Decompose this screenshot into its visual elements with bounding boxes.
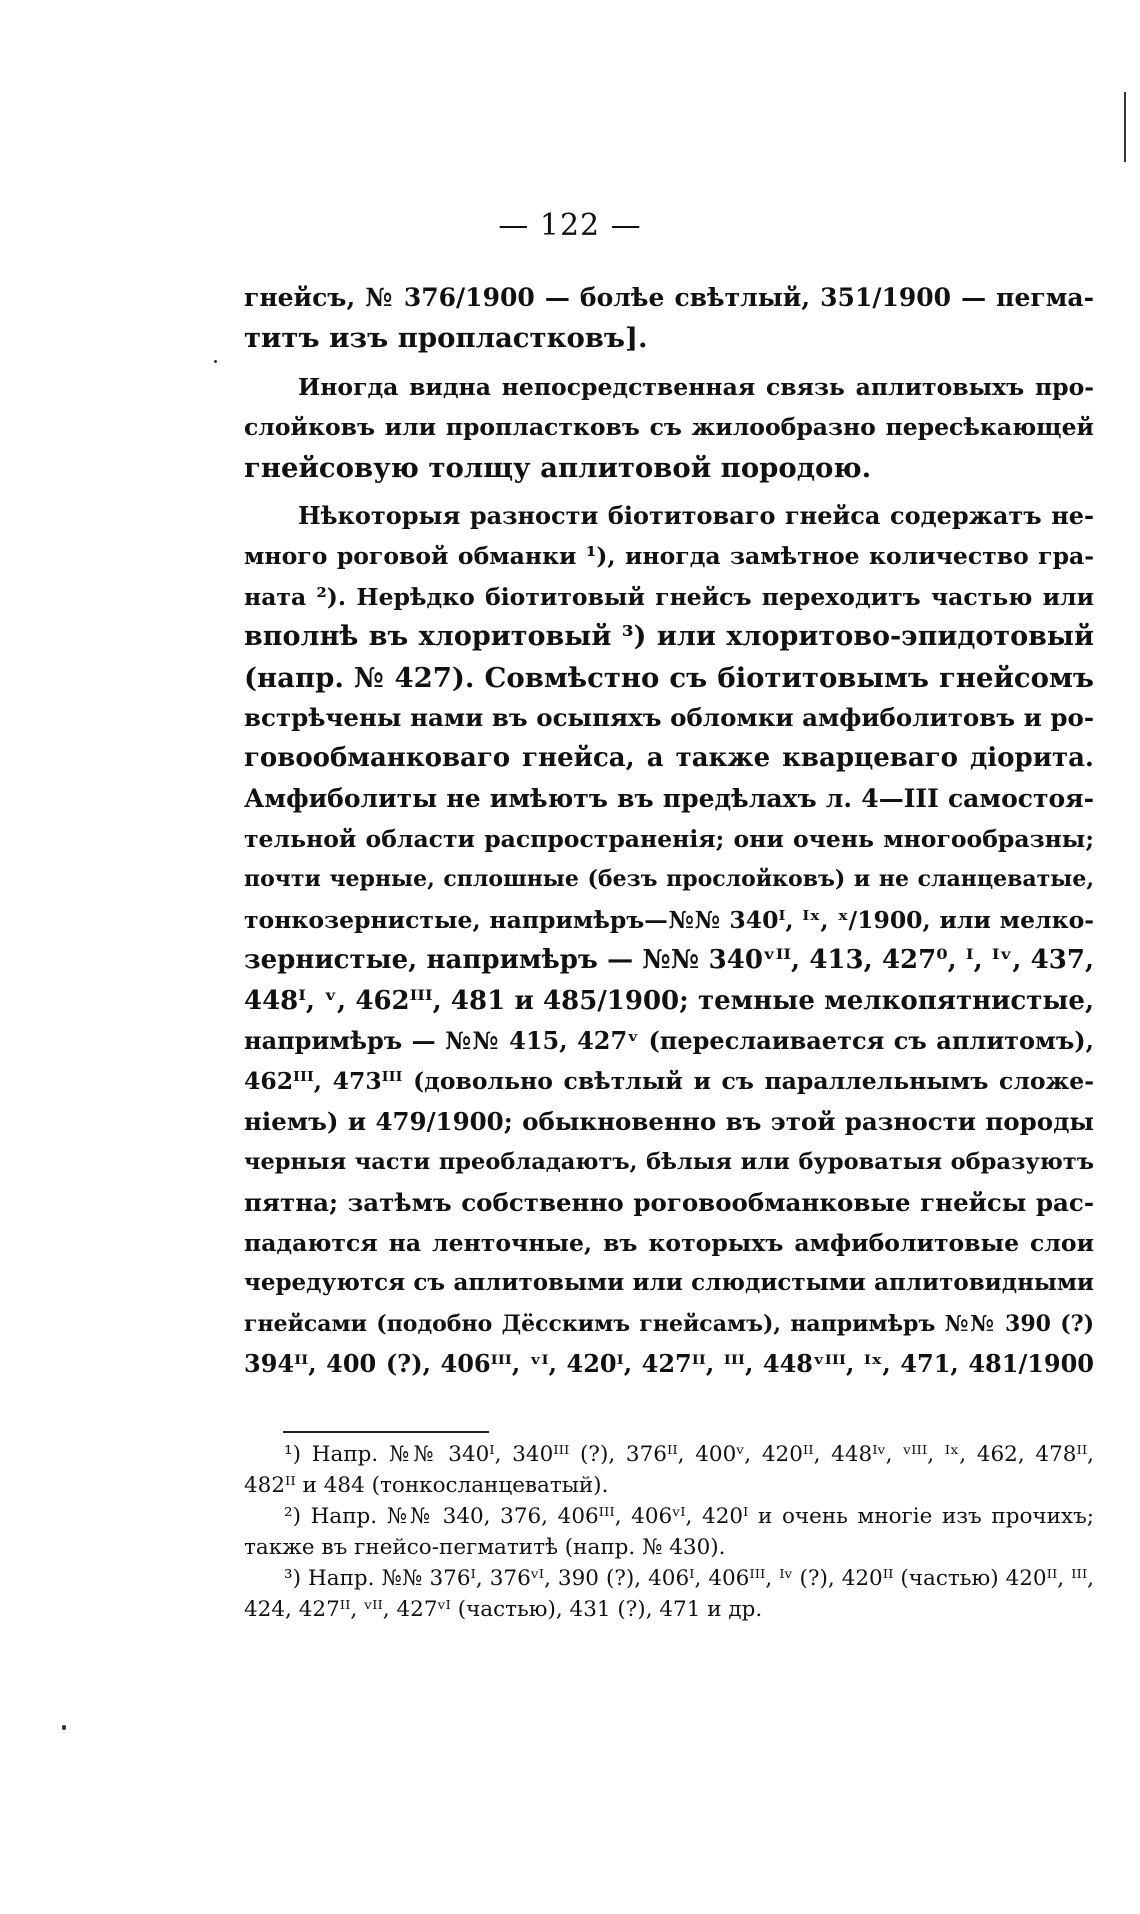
footnote-line: ³) Напр. №№ 376ᴵ, 376ᵛᴵ, 390 (?), 406ᴵ, 406ᴵᴵᴵ, ᴵᵛ (?), 420ᴵᴵ (частью) 420ᴵᴵ, ᴵᴵᴵ,	[284, 1566, 1094, 1591]
margin-speck	[214, 360, 217, 363]
body-line: чередуются съ аплитовыми или слюдистыми аплитовидными	[244, 1269, 1094, 1297]
footnotes	[244, 1439, 1094, 1625]
footnote-line: 424, 427ᴵᴵ, ᵛᴵᴵ, 427ᵛᴵ (частью), 431 (?), 471 и др.	[244, 1597, 763, 1622]
body-line: напримѣръ — №№ 415, 427ᵛ (переслаивается съ аплитомъ),	[244, 1026, 1094, 1056]
body-line: титъ изъ пропластковъ].	[244, 322, 648, 355]
body-line: гнейсами (подобно Дёсскимъ гнейсамъ), напримѣръ №№ 390 (?)	[244, 1310, 1094, 1337]
footnote-line: ²) Напр. №№ 340, 376, 406ᴵᴵᴵ, 406ᵛᴵ, 420ᴵ и очень многіе изъ прочихъ;	[284, 1504, 1094, 1529]
body-line: 448ᴵ, ᵛ, 462ᴵᴵᴵ, 481 и 485/1900; темные мелкопятнистые,	[244, 985, 1094, 1016]
body-line: почти черные, сплошные (безъ прослойковъ) и не сланцеватые,	[244, 866, 1094, 893]
margin-speck	[62, 1725, 66, 1730]
body-line: говообманковаго гнейса, а также кварцеваго діорита.	[244, 743, 1094, 774]
body-line: ната ²). Нерѣдко біотитовый гнейсъ переходитъ частью или	[244, 582, 1094, 611]
footnote-line: также въ гнейсо-пегматитѣ (напр. № 430).	[244, 1535, 726, 1560]
body-line: пятна; затѣмъ собственно роговообманковые гнейсы рас-	[244, 1187, 1094, 1217]
body-line: зернистые, напримѣръ — №№ 340ᵛᴵᴵ, 413, 427⁰, ᴵ, ᴵᵛ, 437,	[244, 945, 1094, 976]
body-line: Иногда видна непосредственная связь аплитовыхъ про-	[298, 372, 1094, 401]
page-number: — 122 —	[498, 208, 642, 243]
body-line: черныя части преобладаютъ, бѣлыя или буроватыя образуютъ	[244, 1149, 1094, 1176]
footnote-rule	[283, 1431, 489, 1433]
body-line: Амфиболиты не имѣютъ въ предѣлахъ л. 4—III самостоя-	[244, 783, 1094, 813]
body-line: много роговой обманки ¹), иногда замѣтное количество гра-	[244, 542, 1094, 571]
body-line: 462ᴵᴵᴵ, 473ᴵᴵᴵ (довольно свѣтлый и съ параллельнымъ сложе-	[244, 1067, 1094, 1096]
margin-mark	[1124, 92, 1126, 162]
body-line: гнейсъ, № 376/1900 — болѣе свѣтлый, 351/1900 — пегма-	[244, 283, 1094, 312]
body-line: падаются на ленточные, въ которыхъ амфиболитовые слои	[244, 1228, 1094, 1257]
body-line: тельной области распространенія; они очень многообразны;	[244, 825, 1094, 854]
body-line: встрѣчены нами въ осыпяхъ обломки амфиболитовъ и ро-	[244, 702, 1094, 732]
body-line: гнейсовую толщу аплитовой породою.	[244, 451, 872, 484]
paragraph-gap	[244, 488, 1094, 496]
footnote-line: 482ᴵᴵ и 484 (тонкосланцеватый).	[244, 1473, 609, 1498]
body-line: ніемъ) и 479/1900; обыкновенно въ этой разности породы	[244, 1106, 1094, 1136]
paragraph-gap	[244, 359, 1094, 367]
body-line: тонкозернистые, напримѣръ—№№ 340ᴵ, ᴵˣ, ˣ/1900, или мелко-	[244, 905, 1094, 934]
body-line: слойковъ или пропластковъ съ жилообразно пересѣкающей	[244, 413, 1094, 442]
body-line: (напр. № 427). Совмѣстно съ біотитовымъ гнейсомъ	[244, 661, 1094, 694]
body-line: 394ᴵᴵ, 400 (?), 406ᴵᴵᴵ, ᵛᴵ, 420ᴵ, 427ᴵᴵ, ᴵᴵᴵ, 448ᵛᴵᴵᴵ, ᴵˣ, 471, 481/1900	[244, 1349, 1094, 1379]
body-line: вполнѣ въ хлоритовый ³) или хлоритово-эпидотовый	[244, 621, 1094, 653]
footnote-line: ¹) Напр. №№ 340ᴵ, 340ᴵᴵᴵ (?), 376ᴵᴵ, 400ᵛ, 420ᴵᴵ, 448ᴵᵛ, ᵛᴵᴵᴵ, ᴵˣ, 462, 478ᴵᴵ,	[284, 1442, 1094, 1467]
body-text	[244, 278, 1094, 1385]
body-line: Нѣкоторыя разности біотитоваго гнейса содержатъ не-	[298, 500, 1094, 530]
